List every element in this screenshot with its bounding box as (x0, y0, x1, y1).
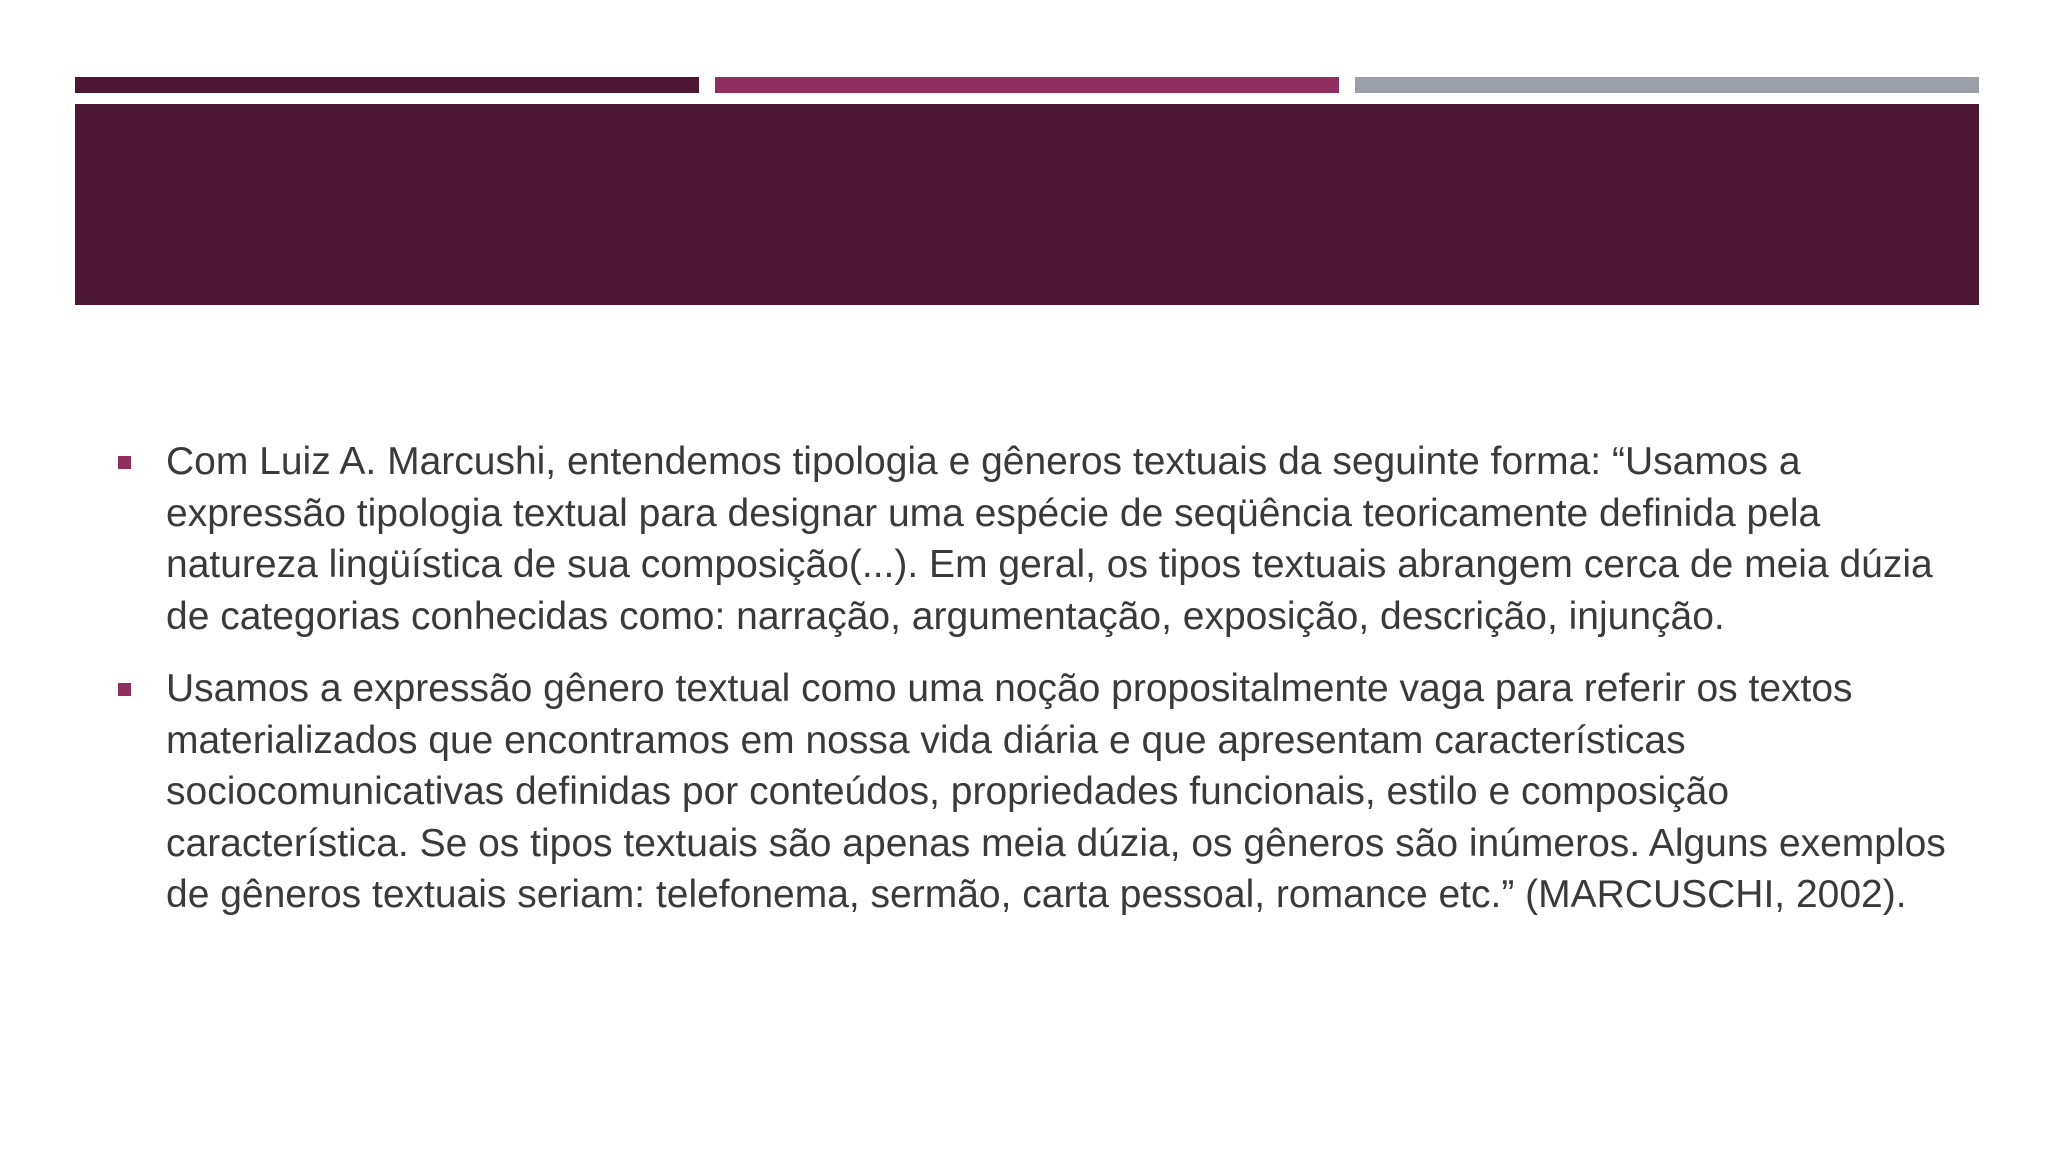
bullet-item (118, 436, 1958, 642)
accent-bar-magenta (715, 77, 1339, 93)
bullet-item (118, 663, 1958, 921)
bullet-text: Usamos a expressão gênero textual como uma noção propositalmente vaga para referir os textos materializados que encontramos em nossa vida diária e que apresentam características sociocomunicativas definidas por conteúdos, propriedades funcionais, estilo e composição característica. Se os tipos textuais são apenas meia dúzia, os gêneros são inúmeros. Alguns exemplos de gêneros textuais seriam: telefonema, sermão, carta pessoal, romance etc.” (MARCUSCHI, 2002). (166, 667, 1946, 916)
square-bullet-icon (118, 456, 131, 469)
accent-bar-dark (75, 77, 699, 93)
square-bullet-icon (118, 683, 131, 696)
bullet-text: Com Luiz A. Marcushi, entendemos tipologia e gêneros textuais da seguinte forma: “Usamos a expressão tipologia textual para designar uma espécie de seqüência teoricamente definida pela natureza lingüística de sua composição(...). Em geral, os tipos textuais abrangem cerca de meia dúzia de categorias conhecidas como: narração, argumentação, exposição, descrição, injunção. (166, 440, 1933, 638)
title-band (75, 104, 1979, 305)
slide-content (118, 436, 1958, 942)
accent-bar-gray (1355, 77, 1979, 93)
